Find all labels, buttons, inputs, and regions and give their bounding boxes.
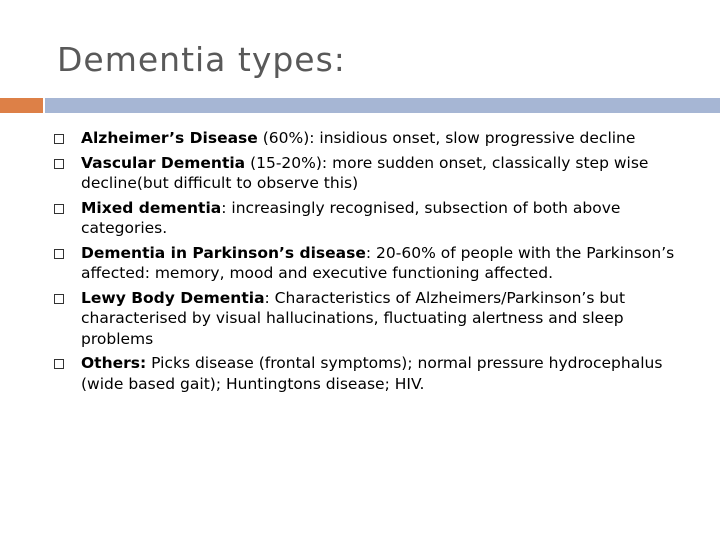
- bullet-list: [54, 128, 694, 398]
- bullet-term: Vascular Dementia: [81, 153, 246, 172]
- bullet-item: [54, 243, 694, 284]
- square-bullet-icon: [54, 204, 64, 214]
- square-bullet-icon: [54, 359, 64, 369]
- bullet-text: (15-20%): more sudden onset, classically step wise decline(but difficult to observe this): [81, 153, 649, 192]
- square-bullet-icon: [54, 294, 64, 304]
- bullet-item: [54, 198, 694, 239]
- bullet-term: Lewy Body Dementia: [81, 288, 265, 307]
- bullet-item: [54, 153, 694, 194]
- bullet-term: Alzheimer’s Disease: [81, 129, 258, 147]
- bullet-item: [54, 128, 694, 149]
- bullet-text: : increasingly recognised, subsection of both above categories.: [81, 198, 621, 237]
- bullet-text: : Characteristics of Alzheimers/Parkinson’s but characterised by visual hallucinations, fluctuating alertness and sleep problems: [81, 288, 626, 348]
- accent-bar-orange: [0, 98, 43, 113]
- bullet-item: [54, 353, 694, 394]
- square-bullet-icon: [54, 159, 64, 169]
- bullet-text: : 20-60% of people with the Parkinson’s affected: memory, mood and executive functioning affected.: [81, 243, 675, 282]
- square-bullet-icon: [54, 249, 64, 259]
- slide-title: Dementia types:: [57, 40, 346, 79]
- bullet-term: Dementia in Parkinson’s disease: [81, 243, 366, 262]
- bullet-text: Picks disease (frontal symptoms); normal pressure hydrocephalus (wide based gait); Huntingtons disease; HIV.: [81, 354, 663, 393]
- bullet-term: Others:: [81, 354, 147, 372]
- square-bullet-icon: [54, 134, 64, 144]
- accent-bar-blue: [45, 98, 720, 113]
- bullet-term: Mixed dementia: [81, 198, 222, 217]
- bullet-text: (60%): insidious onset, slow progressive decline: [257, 129, 636, 147]
- bullet-item: [54, 288, 694, 350]
